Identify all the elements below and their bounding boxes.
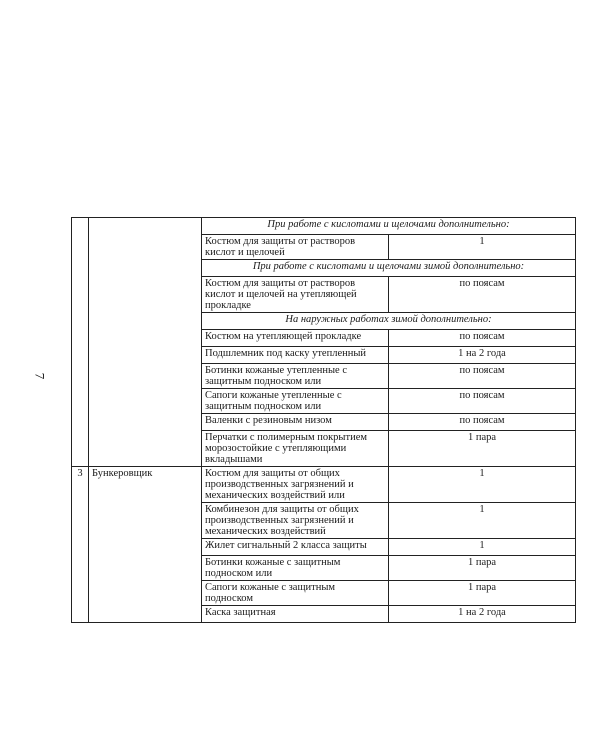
item-quantity: 1 пара — [389, 431, 576, 467]
item-name: Валенки с резиновым низом — [202, 414, 389, 431]
item-name: Перчатки с полимерным покрытием морозостойкие с утепляющими вкладышами — [202, 431, 389, 467]
table-row — [72, 218, 576, 235]
item-quantity: по поясам — [389, 389, 576, 414]
section-header: При работе с кислотами и щелочами дополнительно: — [202, 218, 576, 235]
item-quantity: 1 пара — [389, 556, 576, 581]
item-name: Костюм для защиты от растворов кислот и щелочей — [202, 235, 389, 260]
item-quantity: 1 — [389, 235, 576, 260]
item-quantity: по поясам — [389, 414, 576, 431]
item-name: Костюм для защиты от общих производственных загрязнений и механических воздействий или — [202, 467, 389, 503]
item-name: Комбинезон для защиты от общих производственных загрязнений и механических воздействий — [202, 503, 389, 539]
item-name: Жилет сигнальный 2 класса защиты — [202, 539, 389, 556]
item-name: Костюм на утепляющей прокладке — [202, 330, 389, 347]
profession-cell: Бункеровщик — [89, 467, 202, 623]
item-quantity: 1 — [389, 467, 576, 503]
item-quantity: по поясам — [389, 364, 576, 389]
item-quantity: 1 пара — [389, 581, 576, 606]
row-number-cell — [72, 218, 89, 467]
item-name: Ботинки кожаные с защитным подноском или — [202, 556, 389, 581]
item-name: Ботинки кожаные утепленные с защитным подноском или — [202, 364, 389, 389]
item-quantity: 1 — [389, 539, 576, 556]
section-header: При работе с кислотами и щелочами зимой дополнительно: — [202, 260, 576, 277]
item-quantity: по поясам — [389, 277, 576, 313]
profession-cell — [89, 218, 202, 467]
item-name: Сапоги кожаные с защитным подноском — [202, 581, 389, 606]
item-name: Подшлемник под каску утепленный — [202, 347, 389, 364]
item-name: Сапоги кожаные утепленные с защитным подноском или — [202, 389, 389, 414]
row-number-cell: 3 — [72, 467, 89, 623]
ppe-table — [71, 217, 576, 623]
item-name: Костюм для защиты от растворов кислот и щелочей на утепляющей прокладке — [202, 277, 389, 313]
page-number: 7 — [32, 372, 48, 380]
table-row — [72, 467, 576, 503]
item-quantity: 1 — [389, 503, 576, 539]
item-quantity: по поясам — [389, 330, 576, 347]
item-quantity: 1 на 2 года — [389, 347, 576, 364]
section-header: На наружных работах зимой дополнительно: — [202, 313, 576, 330]
item-name: Каска защитная — [202, 606, 389, 623]
item-quantity: 1 на 2 года — [389, 606, 576, 623]
